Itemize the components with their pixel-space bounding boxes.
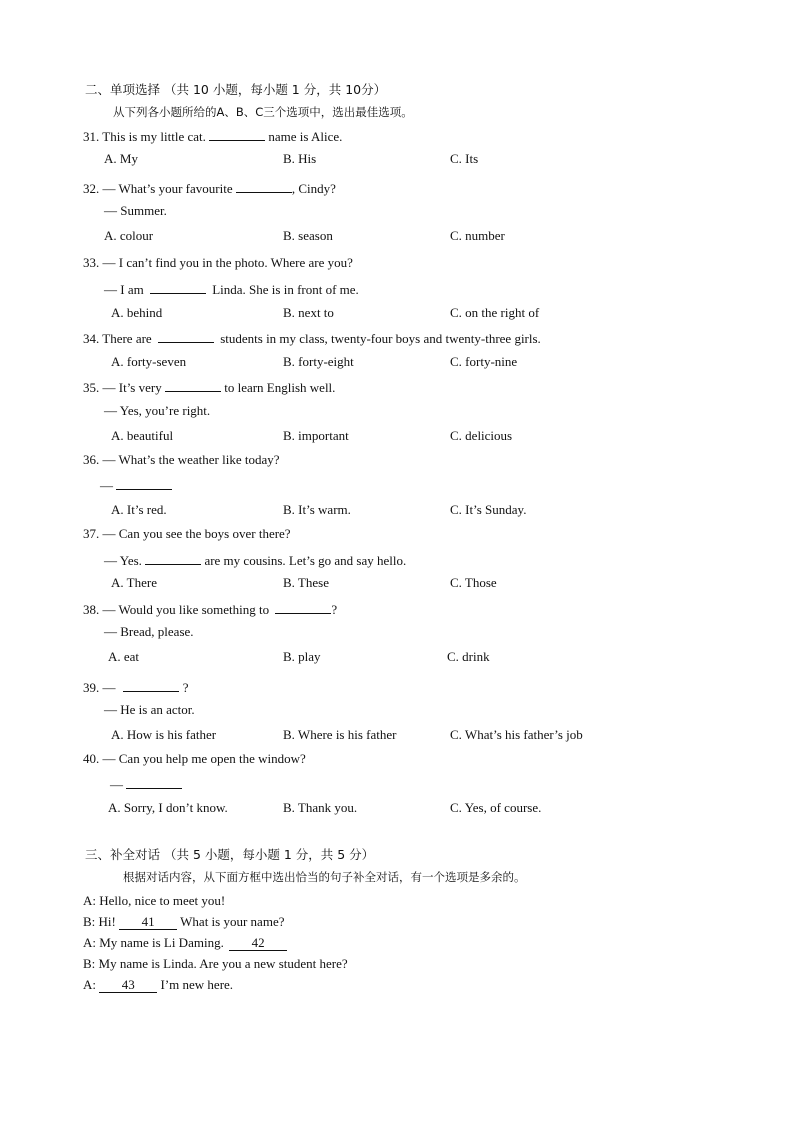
option-c[interactable]: C. What’s his father’s job	[450, 727, 583, 742]
question-text: are my cousins. Let’s go and say hello.	[204, 553, 407, 568]
question-40	[83, 751, 306, 767]
speaker-label: B:	[83, 914, 96, 929]
answer-line	[110, 775, 182, 793]
option-a[interactable]: A. beautiful	[111, 428, 174, 443]
answer-blank[interactable]	[158, 329, 214, 343]
option-b[interactable]: B. next to	[283, 305, 334, 320]
question-number: 37.	[83, 526, 100, 541]
question-36	[83, 452, 280, 468]
question-number: 31.	[83, 129, 100, 144]
question-38	[83, 600, 337, 618]
answer-line	[100, 476, 172, 494]
question-text: — It’s very	[102, 380, 162, 395]
section-instruction: 从下列各小题所给的A、B、C三个选项中，选出最佳选项。	[113, 105, 413, 119]
answer-blank[interactable]	[165, 378, 221, 392]
numbered-blank[interactable]: 42	[229, 936, 287, 951]
dialogue-text: I’m new here.	[160, 977, 234, 992]
answer-blank[interactable]	[145, 551, 201, 565]
answer-dash: —	[100, 478, 113, 493]
question-text: There are	[102, 331, 152, 346]
question-text: to learn English well.	[224, 380, 336, 395]
option-a[interactable]: A. colour	[104, 228, 154, 243]
option-c[interactable]: C. forty-nine	[450, 354, 518, 369]
option-a[interactable]: A. Sorry, I don’t know.	[108, 800, 228, 815]
option-b[interactable]: B. Thank you.	[283, 800, 358, 815]
question-text: This is my little cat.	[102, 129, 206, 144]
answer-blank[interactable]	[275, 600, 331, 614]
answer-blank[interactable]	[236, 179, 292, 193]
option-a[interactable]: A. It’s red.	[111, 502, 167, 517]
question-text: — Yes.	[104, 553, 142, 568]
question-reply: — Summer.	[104, 203, 167, 218]
question-number: 34.	[83, 331, 100, 346]
option-c[interactable]: C. number	[450, 228, 505, 243]
question-39	[83, 678, 189, 696]
speaker-label: A:	[83, 935, 96, 950]
question-number: 36.	[83, 452, 100, 467]
answer-blank[interactable]	[123, 678, 179, 692]
option-b[interactable]: B. important	[283, 428, 349, 443]
option-b[interactable]: B. His	[283, 151, 317, 166]
question-37	[83, 526, 291, 542]
dialogue-line	[83, 935, 287, 951]
answer-blank[interactable]	[116, 476, 172, 490]
question-35	[83, 378, 335, 396]
speaker-label: A:	[83, 977, 96, 992]
answer-dash: —	[110, 777, 123, 792]
option-c[interactable]: C. Its	[450, 151, 479, 166]
option-b[interactable]: B. season	[283, 228, 333, 243]
question-31	[83, 127, 342, 145]
question-text: students in my class, twenty-four boys and twenty-three girls.	[220, 331, 541, 346]
option-c[interactable]: C. delicious	[450, 428, 513, 443]
option-b[interactable]: B. These	[283, 575, 329, 590]
option-c[interactable]: C. drink	[447, 649, 490, 664]
option-a[interactable]: A. forty-seven	[111, 354, 187, 369]
question-text: name is Alice.	[268, 129, 343, 144]
option-b[interactable]: B. forty-eight	[283, 354, 354, 369]
answer-blank[interactable]	[150, 280, 206, 294]
question-line	[104, 551, 406, 569]
question-line	[104, 280, 359, 298]
section-heading: 二、单项选择 （共 10 小题，每小题 1 分，共 10分）	[85, 82, 387, 97]
question-number: 32.	[83, 181, 100, 196]
question-number: 39.	[83, 680, 100, 695]
section-instruction: 根据对话内容，从下面方框中选出恰当的句子补全对话，有一个选项是多余的。	[123, 870, 526, 884]
dialogue-line	[83, 977, 233, 993]
question-34	[83, 329, 541, 347]
question-text: — I am	[104, 282, 144, 297]
question-text: Linda. She is in front of me.	[212, 282, 359, 297]
speaker-label: B:	[83, 956, 96, 971]
question-text: ?	[331, 602, 338, 617]
question-number: 38.	[83, 602, 100, 617]
dialogue-text: My name is Linda. Are you a new student here?	[98, 956, 348, 971]
option-c[interactable]: C. Yes, of course.	[450, 800, 542, 815]
dialogue-line	[83, 893, 225, 909]
option-b[interactable]: B. It’s warm.	[283, 502, 351, 517]
dialogue-line	[83, 914, 284, 930]
dialogue-text: Hi!	[98, 914, 116, 929]
option-a[interactable]: A. There	[111, 575, 157, 590]
option-a[interactable]: A. eat	[108, 649, 140, 664]
question-32	[83, 179, 336, 197]
option-c[interactable]: C. on the right of	[450, 305, 540, 320]
question-number: 35.	[83, 380, 100, 395]
option-a[interactable]: A. My	[104, 151, 138, 166]
option-a[interactable]: A. behind	[111, 305, 163, 320]
answer-blank[interactable]	[126, 775, 182, 789]
option-c[interactable]: C. It’s Sunday.	[450, 502, 527, 517]
question-text: — What’s your favourite	[102, 181, 233, 196]
question-text: , Cindy?	[291, 181, 336, 196]
question-text: — I can’t find you in the photo. Where are you?	[102, 255, 353, 270]
dialogue-line	[83, 956, 348, 972]
question-text: —	[102, 680, 116, 695]
question-reply: — Bread, please.	[104, 624, 194, 639]
option-b[interactable]: B. play	[283, 649, 321, 664]
question-number: 40.	[83, 751, 100, 766]
question-text: ?	[182, 680, 189, 695]
section-heading: 三、补全对话 （共 5 小题，每小题 1 分，共 5 分）	[85, 847, 375, 862]
question-text: — Can you help me open the window?	[102, 751, 306, 766]
option-c[interactable]: C. Those	[450, 575, 497, 590]
question-text: — Can you see the boys over there?	[102, 526, 291, 541]
question-reply: — Yes, you’re right.	[104, 403, 211, 418]
numbered-blank[interactable]: 41	[119, 915, 177, 930]
dialogue-text: What is your name?	[180, 914, 285, 929]
option-b[interactable]: B. Where is his father	[283, 727, 397, 742]
question-33	[83, 255, 353, 271]
answer-blank[interactable]	[209, 127, 265, 141]
dialogue-text: My name is Li Daming.	[99, 935, 224, 950]
question-number: 33.	[83, 255, 100, 270]
dialogue-text: Hello, nice to meet you!	[99, 893, 226, 908]
numbered-blank[interactable]: 43	[99, 978, 157, 993]
option-a[interactable]: A. How is his father	[111, 727, 217, 742]
question-reply: — He is an actor.	[104, 702, 195, 717]
speaker-label: A:	[83, 893, 96, 908]
question-text: — What’s the weather like today?	[102, 452, 280, 467]
question-text: — Would you like something to	[102, 602, 270, 617]
